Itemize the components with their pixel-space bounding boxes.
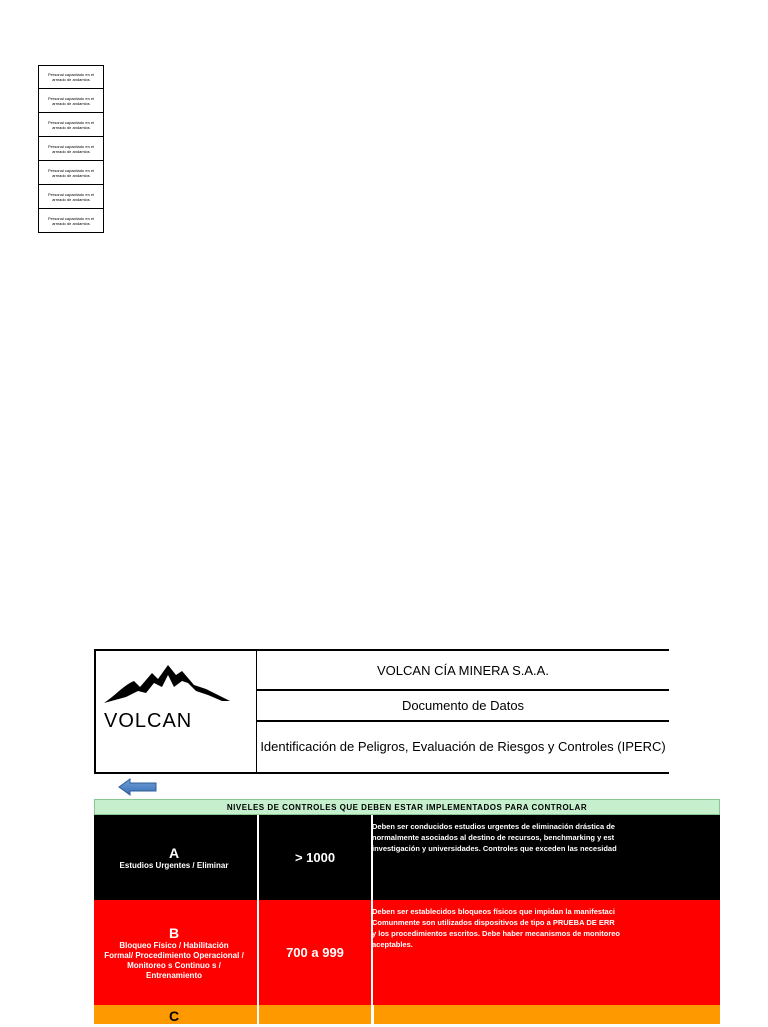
level-letter: A xyxy=(168,844,180,861)
level-description xyxy=(372,1005,720,1024)
document-header xyxy=(94,649,669,774)
level-name-cell xyxy=(94,900,254,1005)
level-row-b xyxy=(94,900,720,1005)
stacked-cells xyxy=(38,65,104,233)
logo-text: VOLCAN xyxy=(104,710,193,732)
stack-cell: Personal capacitado en el armado de andamios xyxy=(39,65,103,89)
document-title: Identificación de Peligros, Evaluación de Riesgos y Controles (IPERC) xyxy=(260,739,666,754)
level-description: Deben ser establecidos bloqueos físicos que impidan la manifestaci Comunmente son utilizados dispositivos de tipo a PRUEBA DE ERR y los procedimientos escritos. Debe haber mecanismos de monitoreo aceptables. xyxy=(372,907,620,949)
mountain-logo-icon xyxy=(102,661,242,713)
stack-cell: Personal capacitado en el armado de andamios xyxy=(39,89,103,113)
stack-cell: Personal capacitado en el armado de andamios xyxy=(39,209,103,233)
back-arrow-button[interactable] xyxy=(118,778,158,801)
level-letter: C xyxy=(168,1008,180,1024)
level-name: Bloqueo Físico / Habilitación Formal/ Procedimiento Operacional / Monitoreo s Continuo s / Entrenamiento xyxy=(104,940,244,980)
level-name-cell xyxy=(94,815,254,900)
company-name: VOLCAN CÍA MINERA S.A.A. xyxy=(257,651,669,691)
level-name: Estudios Urgentes / Eliminar xyxy=(119,860,229,870)
stack-cell: Personal capacitado en el armado de andamios xyxy=(39,113,103,137)
company-logo xyxy=(96,651,257,772)
level-range: > 1000 xyxy=(257,815,373,900)
level-description: Deben ser conducidos estudios urgentes de eliminación drástica de normalmente asociados al destino de recursos, benchmarking y est investigación y universidades. Controles que exceden las necesidad xyxy=(372,822,617,853)
level-row-a xyxy=(94,815,720,900)
level-range xyxy=(257,1005,373,1024)
stack-cell: Personal capacitado en el armado de andamios xyxy=(39,161,103,185)
level-letter: B xyxy=(168,924,180,941)
document-type: Documento de Datos xyxy=(257,691,669,722)
level-row-c xyxy=(94,1005,720,1024)
stack-cell: Personal capacitado en el armado de andamios xyxy=(39,137,103,161)
left-arrow-icon xyxy=(118,778,158,796)
level-range: 700 a 999 xyxy=(257,900,373,1005)
stack-cell: Personal capacitado en el armado de andamios xyxy=(39,185,103,209)
levels-table-title: NIVELES DE CONTROLES QUE DEBEN ESTAR IMPLEMENTADOS PARA CONTROLAR xyxy=(94,799,720,815)
